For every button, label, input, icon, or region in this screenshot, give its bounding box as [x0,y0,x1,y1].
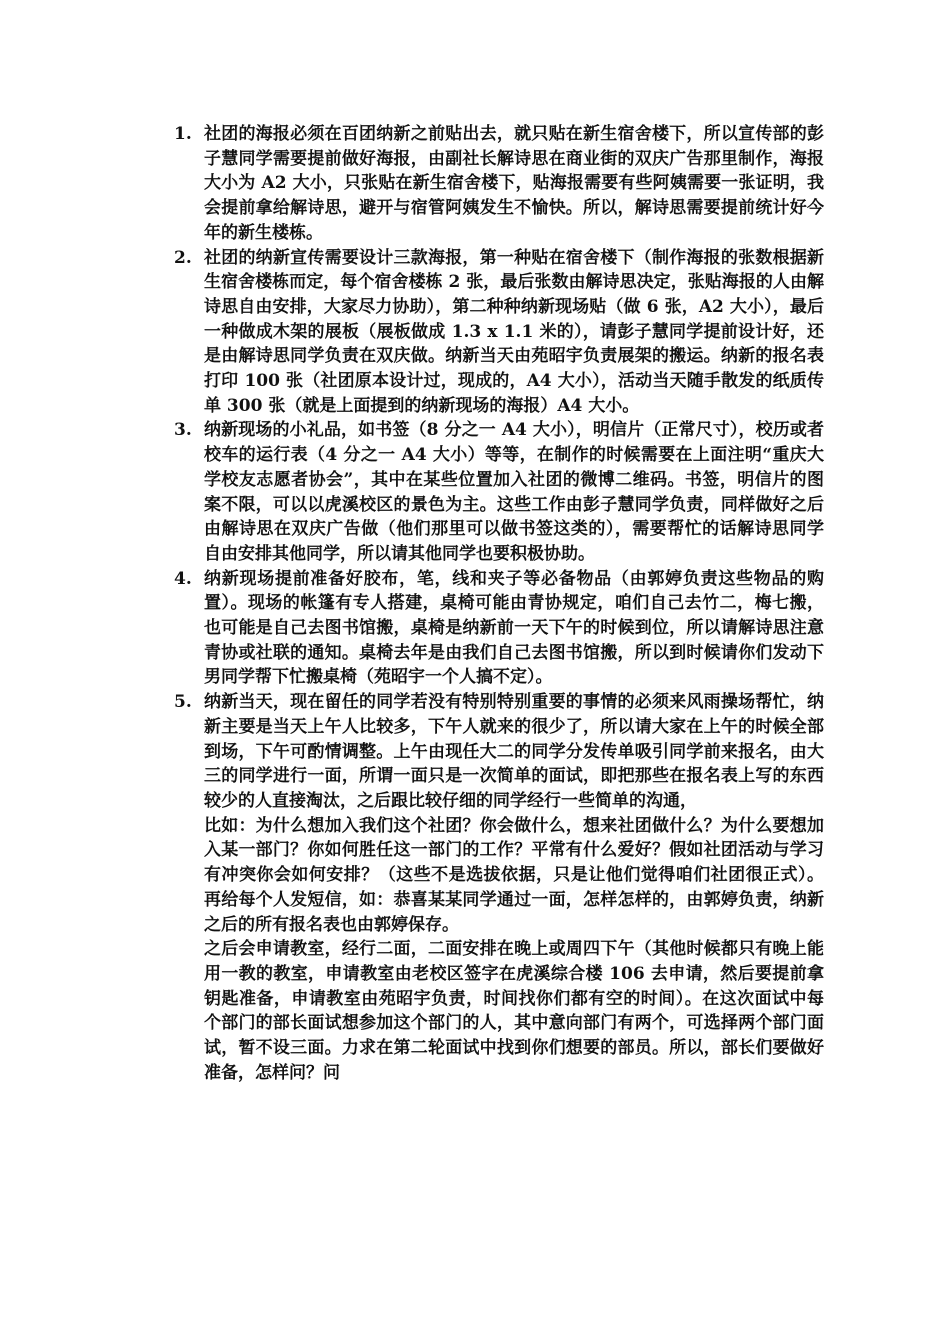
list-item-4 [174,567,824,691]
list-number: 3. [174,420,192,441]
list-number: 1. [174,124,192,144]
list-item-2 [174,246,824,419]
list-number: 5. [174,692,192,713]
list-item-5 [174,690,824,1085]
paragraph: 社团的海报必须在百团纳新之前贴出去，就只贴在新生宿舍楼下，所以宣传部的彭子慧同学需要提前做好海报，由副社长解诗思在商业街的双庆广告那里制作，海报大小为 A2 大小，只张贴在新生宿舍楼下，贴海报需要有些阿姨需要一张证明，我会提前拿给解诗思，避开与宿管阿姨发生不愉快。所以，解诗思需要提前统计好今年的新生楼栋。 [204,124,824,243]
list-number: 2. [174,247,192,268]
paragraph: 纳新当天，现在留任的同学若没有特别特别重要的事情的必须来风雨操场帮忙，纳新主要是当天上午人比较多，下午人就来的很少了，所以请大家在上午的时候全部到场，下午可酌情调整。上午由现任大二的同学分发传单吸引同学前来报名，由大三的同学进行一面，所谓一面只是一次简单的面试，即把那些在报名表上写的东西较少的人直接淘汰，之后跟比较仔细的同学经行一些简单的沟通， [204,692,824,811]
paragraph: 之后会申请教室，经行二面，二面安排在晚上或周四下午（其他时候都只有晚上能用一教的教室，申请教室由老校区签字在虎溪综合楼 106 去申请，然后要提前拿钥匙准备，申请教室由苑昭宇负责，时间找你们都有空的时间）。在这次面试中每个部门的部长面试想参加这个部门的人，其中意向部门有两个，可选择两个部门面试，暂不设三面。力求在第二轮面试中找到你们想要的部员。所以，部长们要做好准备，怎样问？问 [204,939,824,1083]
paragraph: 社团的纳新宣传需要设计三款海报，第一种贴在宿舍楼下（制作海报的张数根据新生宿舍楼栋而定，每个宿舍楼栋 2 张，最后张数由解诗思决定，张贴海报的人由解诗思自由安排，大家尽力协助），第二种种纳新现场贴（做 6 张，A2 大小），最后一种做成木架的展板（展板做成 1.3 x 1.1 米的），请彭子慧同学提前设计好，还是由解诗思同学负责在双庆做。纳新当天由苑昭宇负责展架的搬运。纳新的报名表打印 100 张（社团原本设计过，现成的，A4 大小），活动当天随手散发的纸质传单 300 张（就是上面提到的纳新现场的海报）A4 大小。 [204,247,824,416]
document-body [174,122,824,1085]
paragraph: 纳新现场的小礼品，如书签（8 分之一 A4 大小），明信片（正常尺寸），校历或者校车的运行表（4 分之一 A4 大小）等等，在制作的时候需要在上面注明“重庆大学校友志愿者协会”，其中在某些位置加入社团的微博二维码。书签，明信片的图案不限，可以以虎溪校区的景色为主。这些工作由彭子慧同学负责，同样做好之后由解诗思在双庆广告做（他们那里可以做书签这类的），需要帮忙的话解诗思同学自由安排其他同学，所以请其他同学也要积极协助。 [204,420,824,564]
paragraph: 纳新现场提前准备好胶布，笔，线和夹子等必备物品（由郭婷负责这些物品的购置）。现场的帐篷有专人搭建，桌椅可能由青协规定，咱们自己去竹二，梅七搬，也可能是自己去图书馆搬，桌椅是纳新前一天下午的时候到位，所以请解诗思注意青协或社联的通知。桌椅去年是由我们自己去图书馆搬，所以到时候请你们发动下男同学帮下忙搬桌椅（苑昭宇一个人搞不定）。 [204,568,824,688]
list-item-3 [174,418,824,566]
paragraph: 比如：为什么想加入我们这个社团？你会做什么，想来社团做什么？为什么要想加入某一部门？你如何胜任这一部门的工作？平常有什么爱好？假如社团活动与学习有冲突你会如何安排？（这些不是选拔依据，只是让他们觉得咱们社团很正式）。再给每个人发短信，如：恭喜某某同学通过一面，怎样怎样的，由郭婷负责，纳新之后的所有报名表也由郭婷保存。 [204,815,824,935]
list-number: 4. [174,568,192,589]
list-item-1 [174,122,824,246]
